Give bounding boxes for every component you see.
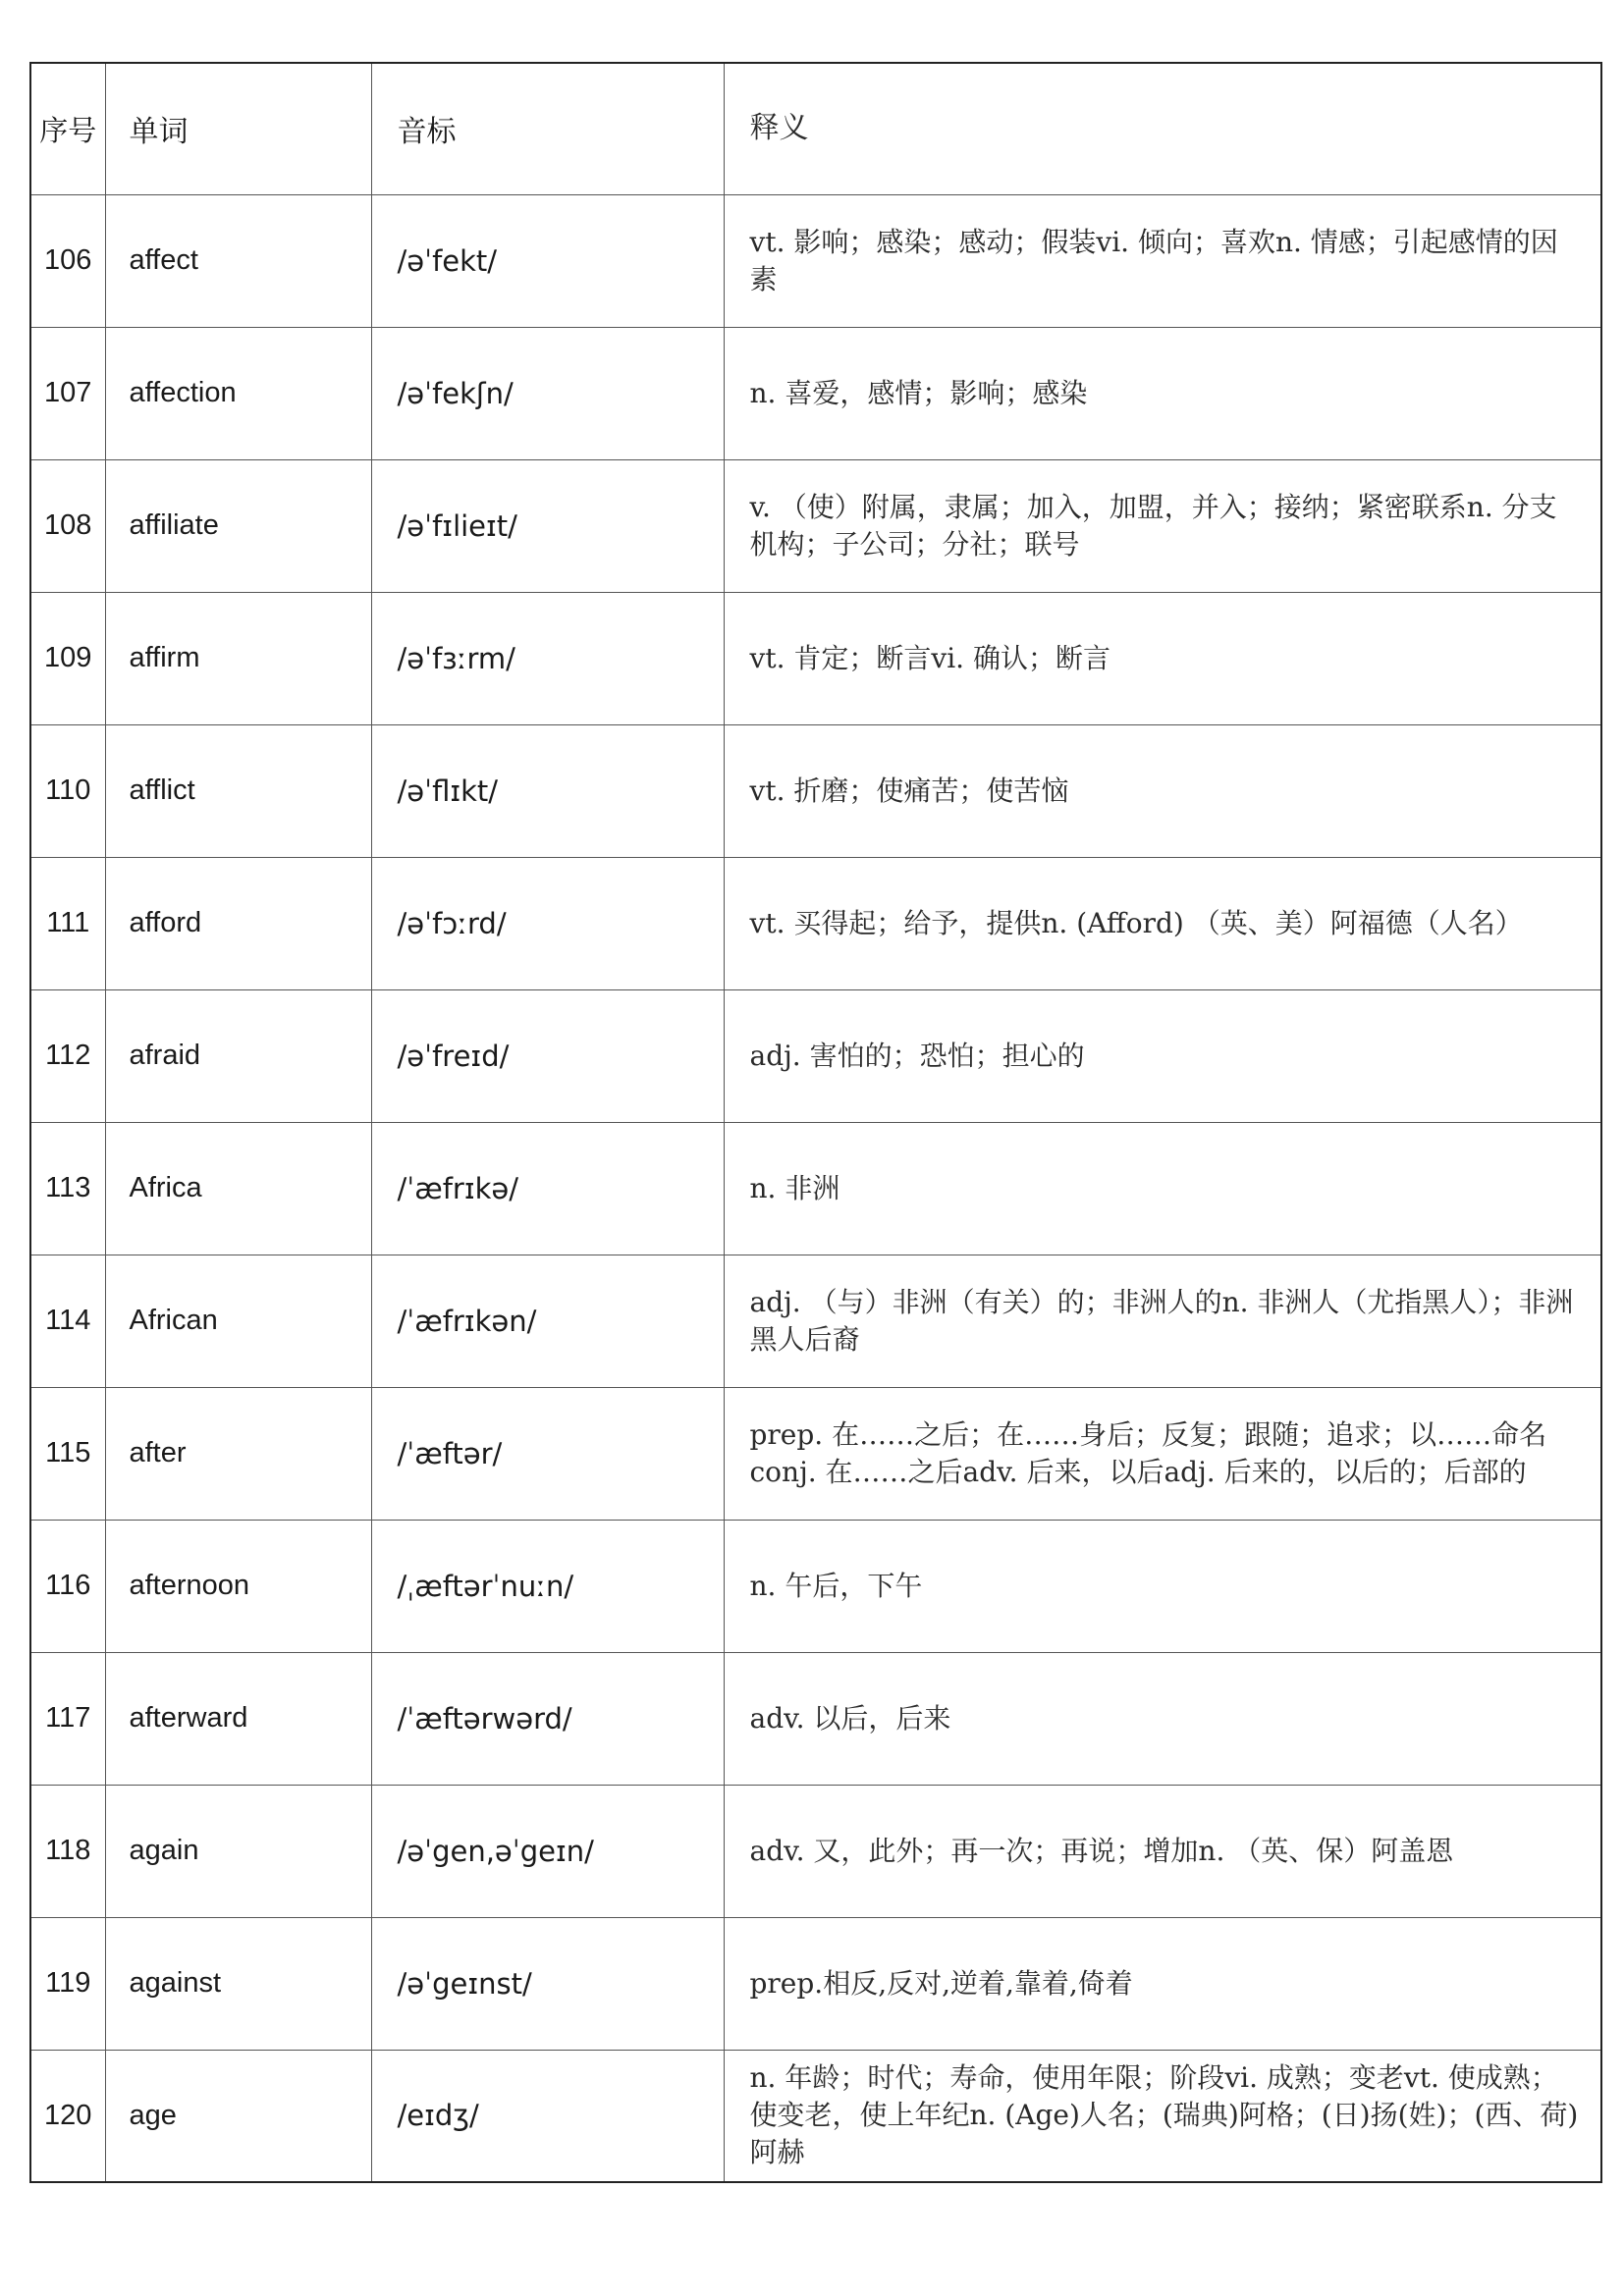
- table-row: [30, 1785, 1601, 1917]
- row-index: 109: [30, 592, 105, 724]
- row-word: African: [105, 1255, 371, 1387]
- header-definition: 释义: [724, 63, 1601, 194]
- row-index: 111: [30, 857, 105, 989]
- row-phonetic: /əˈfreɪd/: [371, 989, 724, 1122]
- row-definition: vt. 买得起；给予，提供n. (Afford) （英、美）阿福德（人名）: [724, 857, 1601, 989]
- row-phonetic: /əˈfɪlieɪt/: [371, 459, 724, 592]
- row-word: afford: [105, 857, 371, 989]
- table-row: [30, 989, 1601, 1122]
- row-definition: n. 非洲: [724, 1122, 1601, 1255]
- row-definition: adv. 又，此外；再一次；再说；增加n. （英、保）阿盖恩: [724, 1785, 1601, 1917]
- table-row: [30, 724, 1601, 857]
- table-row: [30, 592, 1601, 724]
- row-definition: n. 年龄；时代；寿命，使用年限；阶段vi. 成熟；变老vt. 使成熟；使变老，使上年纪n. (Age)人名；(瑞典)阿格；(日)扬(姓)；(西、荷)阿赫: [724, 2050, 1601, 2182]
- row-word: affect: [105, 194, 371, 327]
- vocabulary-table: [29, 62, 1602, 2183]
- row-definition: v. （使）附属，隶属；加入，加盟，并入；接纳；紧密联系n. 分支机构；子公司；分社；联号: [724, 459, 1601, 592]
- row-phonetic: /ˈæftərwərd/: [371, 1652, 724, 1785]
- row-phonetic: /əˈfɔːrd/: [371, 857, 724, 989]
- table-row: [30, 1387, 1601, 1520]
- row-word: afterward: [105, 1652, 371, 1785]
- row-definition: n. 午后，下午: [724, 1520, 1601, 1652]
- row-definition: vt. 折磨；使痛苦；使苦恼: [724, 724, 1601, 857]
- row-definition: vt. 影响；感染；感动；假装vi. 倾向；喜欢n. 情感；引起感情的因素: [724, 194, 1601, 327]
- row-index: 110: [30, 724, 105, 857]
- row-word: affirm: [105, 592, 371, 724]
- table-row: [30, 327, 1601, 459]
- table-row: [30, 2050, 1601, 2182]
- table-row: [30, 1917, 1601, 2050]
- row-phonetic: /eɪdʒ/: [371, 2050, 724, 2182]
- header-word: 单词: [105, 63, 371, 194]
- row-word: afternoon: [105, 1520, 371, 1652]
- row-definition: adv. 以后，后来: [724, 1652, 1601, 1785]
- row-phonetic: /əˈgeɪnst/: [371, 1917, 724, 2050]
- row-index: 107: [30, 327, 105, 459]
- table-row: [30, 1520, 1601, 1652]
- row-word: against: [105, 1917, 371, 2050]
- row-index: 118: [30, 1785, 105, 1917]
- row-word: affection: [105, 327, 371, 459]
- row-phonetic: /ˌæftərˈnuːn/: [371, 1520, 724, 1652]
- row-phonetic: /ˈæfrɪkən/: [371, 1255, 724, 1387]
- row-index: 106: [30, 194, 105, 327]
- row-index: 113: [30, 1122, 105, 1255]
- row-word: again: [105, 1785, 371, 1917]
- row-definition: vt. 肯定；断言vi. 确认；断言: [724, 592, 1601, 724]
- row-index: 116: [30, 1520, 105, 1652]
- table-row: [30, 1652, 1601, 1785]
- row-index: 115: [30, 1387, 105, 1520]
- table-row: [30, 857, 1601, 989]
- row-word: afflict: [105, 724, 371, 857]
- table-row: [30, 1122, 1601, 1255]
- row-definition: adj. （与）非洲（有关）的；非洲人的n. 非洲人（尤指黑人）；非洲黑人后裔: [724, 1255, 1601, 1387]
- table-body: [30, 194, 1601, 2182]
- row-word: age: [105, 2050, 371, 2182]
- row-phonetic: /əˈflɪkt/: [371, 724, 724, 857]
- table-row: [30, 459, 1601, 592]
- row-index: 114: [30, 1255, 105, 1387]
- row-definition: adj. 害怕的；恐怕；担心的: [724, 989, 1601, 1122]
- row-index: 112: [30, 989, 105, 1122]
- row-word: Africa: [105, 1122, 371, 1255]
- table-row: [30, 1255, 1601, 1387]
- row-index: 119: [30, 1917, 105, 2050]
- table-row: [30, 194, 1601, 327]
- row-definition: prep. 在……之后；在……身后；反复；跟随；追求；以……命名conj. 在……之后adv. 后来，以后adj. 后来的，以后的；后部的: [724, 1387, 1601, 1520]
- row-phonetic: /ˈæfrɪkə/: [371, 1122, 724, 1255]
- header-phonetic: 音标: [371, 63, 724, 194]
- row-definition: prep.相反,反对,逆着,靠着,倚着: [724, 1917, 1601, 2050]
- row-phonetic: /ˈæftər/: [371, 1387, 724, 1520]
- row-phonetic: /əˈgen,əˈgeɪn/: [371, 1785, 724, 1917]
- row-index: 117: [30, 1652, 105, 1785]
- row-index: 108: [30, 459, 105, 592]
- row-index: 120: [30, 2050, 105, 2182]
- row-phonetic: /əˈfekʃn/: [371, 327, 724, 459]
- row-definition: n. 喜爱，感情；影响；感染: [724, 327, 1601, 459]
- row-phonetic: /əˈfekt/: [371, 194, 724, 327]
- table-header-row: [30, 63, 1601, 194]
- row-word: afraid: [105, 989, 371, 1122]
- row-word: affiliate: [105, 459, 371, 592]
- row-phonetic: /əˈfɜːrm/: [371, 592, 724, 724]
- row-word: after: [105, 1387, 371, 1520]
- header-index: 序号: [30, 63, 105, 194]
